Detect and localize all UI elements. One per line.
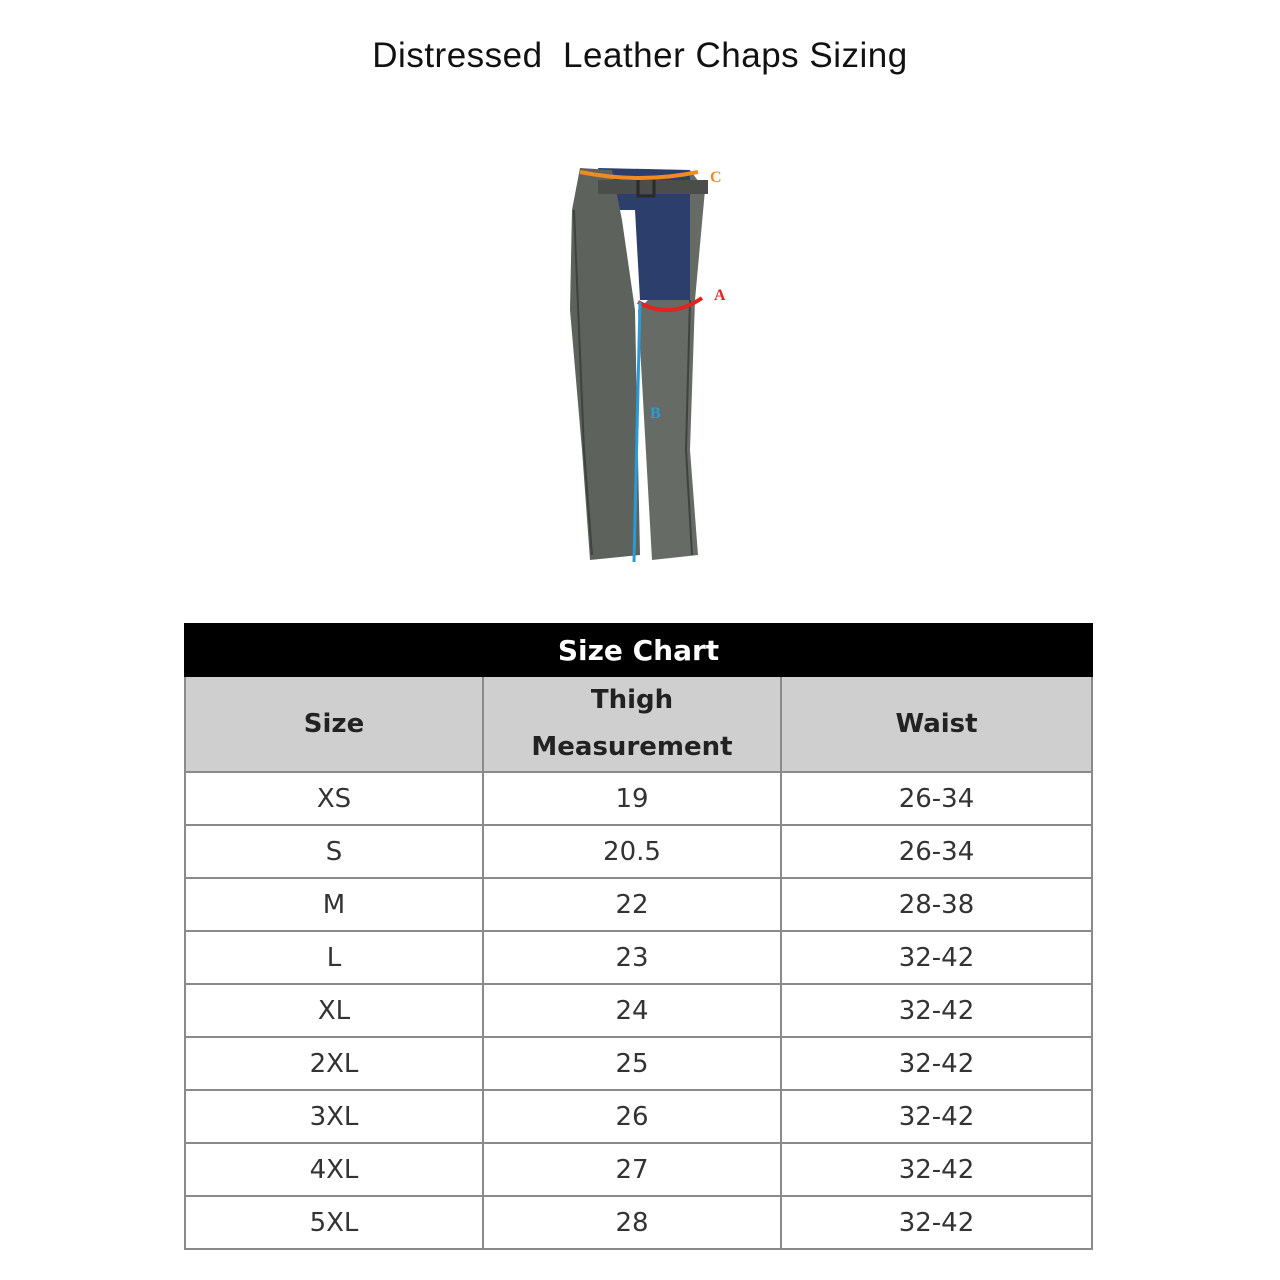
- header-thigh: [483, 676, 781, 772]
- chaps-illustration: [540, 150, 780, 580]
- table-row: [185, 931, 1092, 984]
- cell-size: XS: [185, 772, 483, 825]
- cell-waist: 32-42: [781, 1143, 1092, 1196]
- page-title: Distressed Leather Chaps Sizing: [372, 36, 908, 75]
- cell-waist: 28-38: [781, 878, 1092, 931]
- cell-thigh: 28: [483, 1196, 781, 1249]
- table-row: [185, 1196, 1092, 1249]
- cell-waist: 32-42: [781, 1196, 1092, 1249]
- cell-size: 4XL: [185, 1143, 483, 1196]
- table-row: [185, 772, 1092, 825]
- cell-waist: 32-42: [781, 1090, 1092, 1143]
- cell-thigh: 20.5: [483, 825, 781, 878]
- cell-size: 3XL: [185, 1090, 483, 1143]
- cell-size: XL: [185, 984, 483, 1037]
- cell-thigh: 24: [483, 984, 781, 1037]
- cell-thigh: 19: [483, 772, 781, 825]
- cell-waist: 26-34: [781, 772, 1092, 825]
- header-thigh-line2: Measurement: [531, 732, 733, 762]
- table-row: [185, 1037, 1092, 1090]
- marker-a-label: A: [714, 287, 726, 304]
- header-size: Size: [185, 676, 483, 772]
- table-header-row: [185, 676, 1092, 772]
- cell-size: L: [185, 931, 483, 984]
- table-row: [185, 984, 1092, 1037]
- cell-waist: 26-34: [781, 825, 1092, 878]
- cell-waist: 32-42: [781, 1037, 1092, 1090]
- table-row: [185, 1090, 1092, 1143]
- table-caption-row: [185, 624, 1092, 676]
- cell-size: 2XL: [185, 1037, 483, 1090]
- cell-thigh: 27: [483, 1143, 781, 1196]
- size-chart-table: [184, 623, 1093, 1250]
- header-thigh-line1: Thigh: [590, 685, 674, 715]
- header-waist: Waist: [781, 676, 1092, 772]
- table-row: [185, 1143, 1092, 1196]
- table-caption: Size Chart: [185, 624, 1092, 676]
- cell-thigh: 26: [483, 1090, 781, 1143]
- marker-b-label: B: [650, 405, 661, 422]
- cell-waist: 32-42: [781, 931, 1092, 984]
- cell-size: S: [185, 825, 483, 878]
- cell-thigh: 23: [483, 931, 781, 984]
- cell-thigh: 22: [483, 878, 781, 931]
- table-row: [185, 825, 1092, 878]
- table-row: [185, 878, 1092, 931]
- cell-size: 5XL: [185, 1196, 483, 1249]
- cell-thigh: 25: [483, 1037, 781, 1090]
- cell-size: M: [185, 878, 483, 931]
- cell-waist: 32-42: [781, 984, 1092, 1037]
- marker-c-label: C: [710, 169, 722, 186]
